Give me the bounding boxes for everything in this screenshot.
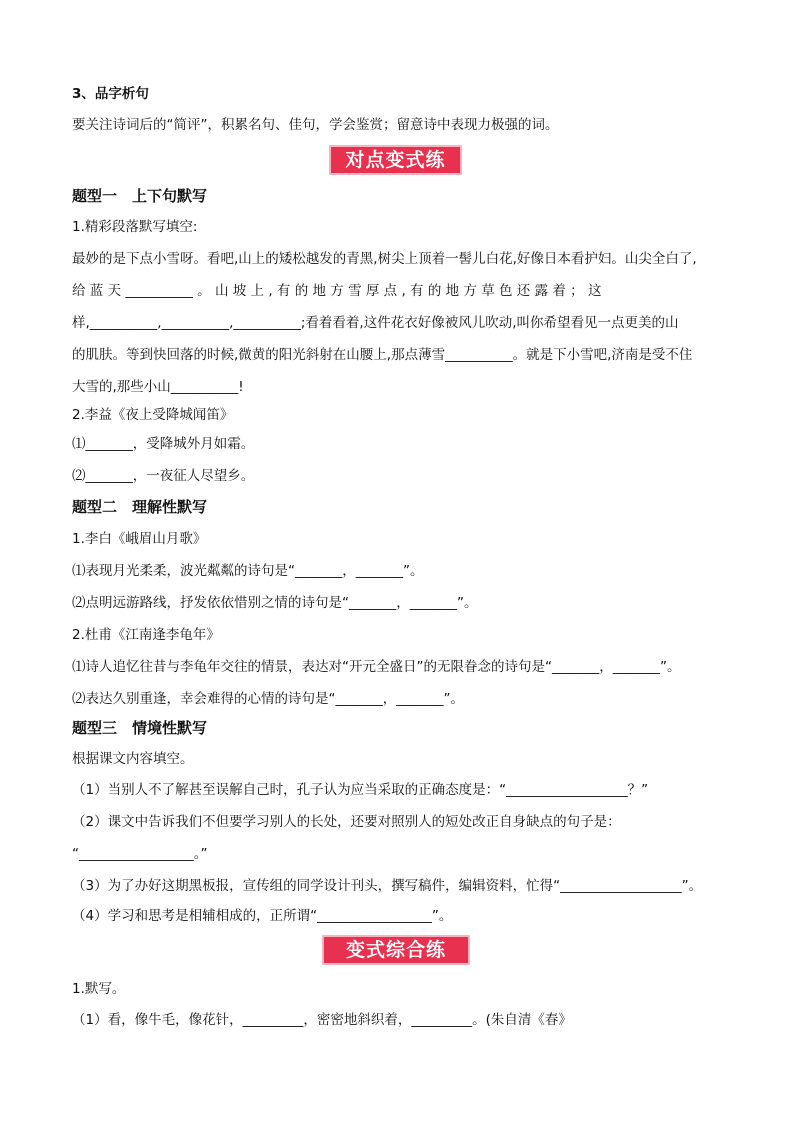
question-intro: 根据课文内容填空。 xyxy=(72,751,194,767)
question-item: （3）为了办好这期黑板报，宣传组的同学设计刊头，撰写稿件，编辑资料，忙得“__________________”。 xyxy=(72,878,703,894)
question-item: （4）学习和思考是相辅相成的，正所谓“_________________”。 xyxy=(72,908,453,924)
question-item: “_________________。” xyxy=(72,846,208,862)
section-heading: 3、品字析句 xyxy=(72,86,149,102)
question-item: ⑵点明远游路线，抒发依依惜别之情的诗句是“_______，_______”。 xyxy=(72,595,478,611)
passage-line: 的肌肤。等到快回落的时候,微黄的阳光斜射在山腰上,那点薄雪__________。就是下小雪吧,济南是受不住 xyxy=(72,347,693,363)
question-item: ⑴表现月光柔柔，波光粼粼的诗句是“_______，_______”。 xyxy=(72,563,424,579)
question-title: 1.李白《峨眉山月歌》 xyxy=(72,531,207,547)
question-item: ⑵_______，一夜征人尽望乡。 xyxy=(72,468,255,484)
question-item: ⑴_______，受降城外月如霜。 xyxy=(72,436,255,452)
passage-line: 给 蓝 天 __________ 。 山 坡 上 , 有 的 地 方 雪 厚 点 , 有 的 地 方 草 色 还 露 着 ； 这 xyxy=(72,283,602,299)
passage-line: 样,__________,__________,__________;看着看着,这件花衣好像被风儿吹动,叫你希望看见一点更美的山 xyxy=(72,315,679,331)
section-banner: 变式综合练 xyxy=(322,935,470,965)
question-title: 2.杜甫《江南逢李龟年》 xyxy=(72,627,220,643)
question-type-heading: 题型三 情境性默写 xyxy=(72,719,208,737)
paragraph: 要关注诗词后的“简评”，积累名句、佳句，学会鉴赏；留意诗中表现力极强的词。 xyxy=(72,117,559,133)
question-item: （2）课文中告诉我们不但要学习别人的长处，还要对照别人的短处改正自身缺点的句子是： xyxy=(72,814,621,830)
section-banner: 对点变式练 xyxy=(329,145,462,175)
passage-line: 最妙的是下点小雪呀。看吧,山上的矮松越发的青黑,树尖上顶着一髻儿白花,好像日本看护妇。山尖全白了, xyxy=(72,251,697,267)
passage-line: 大雪的,那些小山__________! xyxy=(72,379,244,395)
question-type-heading: 题型二 理解性默写 xyxy=(72,498,208,516)
question-type-heading: 题型一 上下句默写 xyxy=(72,187,208,205)
question-item: （1）看，像牛毛，像花针，_________，密密地斜织着，_________。(朱自清《春》 xyxy=(72,1012,572,1028)
question-item: ⑵表达久别重逢，幸会难得的心情的诗句是“_______，_______”。 xyxy=(72,691,464,707)
question-item: （1）当别人不了解甚至误解自己时，孔子认为应当采取的正确态度是：“__________________？” xyxy=(72,782,649,798)
question-title: 1.默写。 xyxy=(72,981,126,997)
question-item: ⑴诗人追忆往昔与李龟年交往的情景，表达对“开元全盛日”的无限眷念的诗句是“_______，_______”。 xyxy=(72,659,681,675)
question-title: 2.李益《夜上受降城闻笛》 xyxy=(72,407,234,423)
question-title: 1.精彩段落默写填空: xyxy=(72,219,198,235)
